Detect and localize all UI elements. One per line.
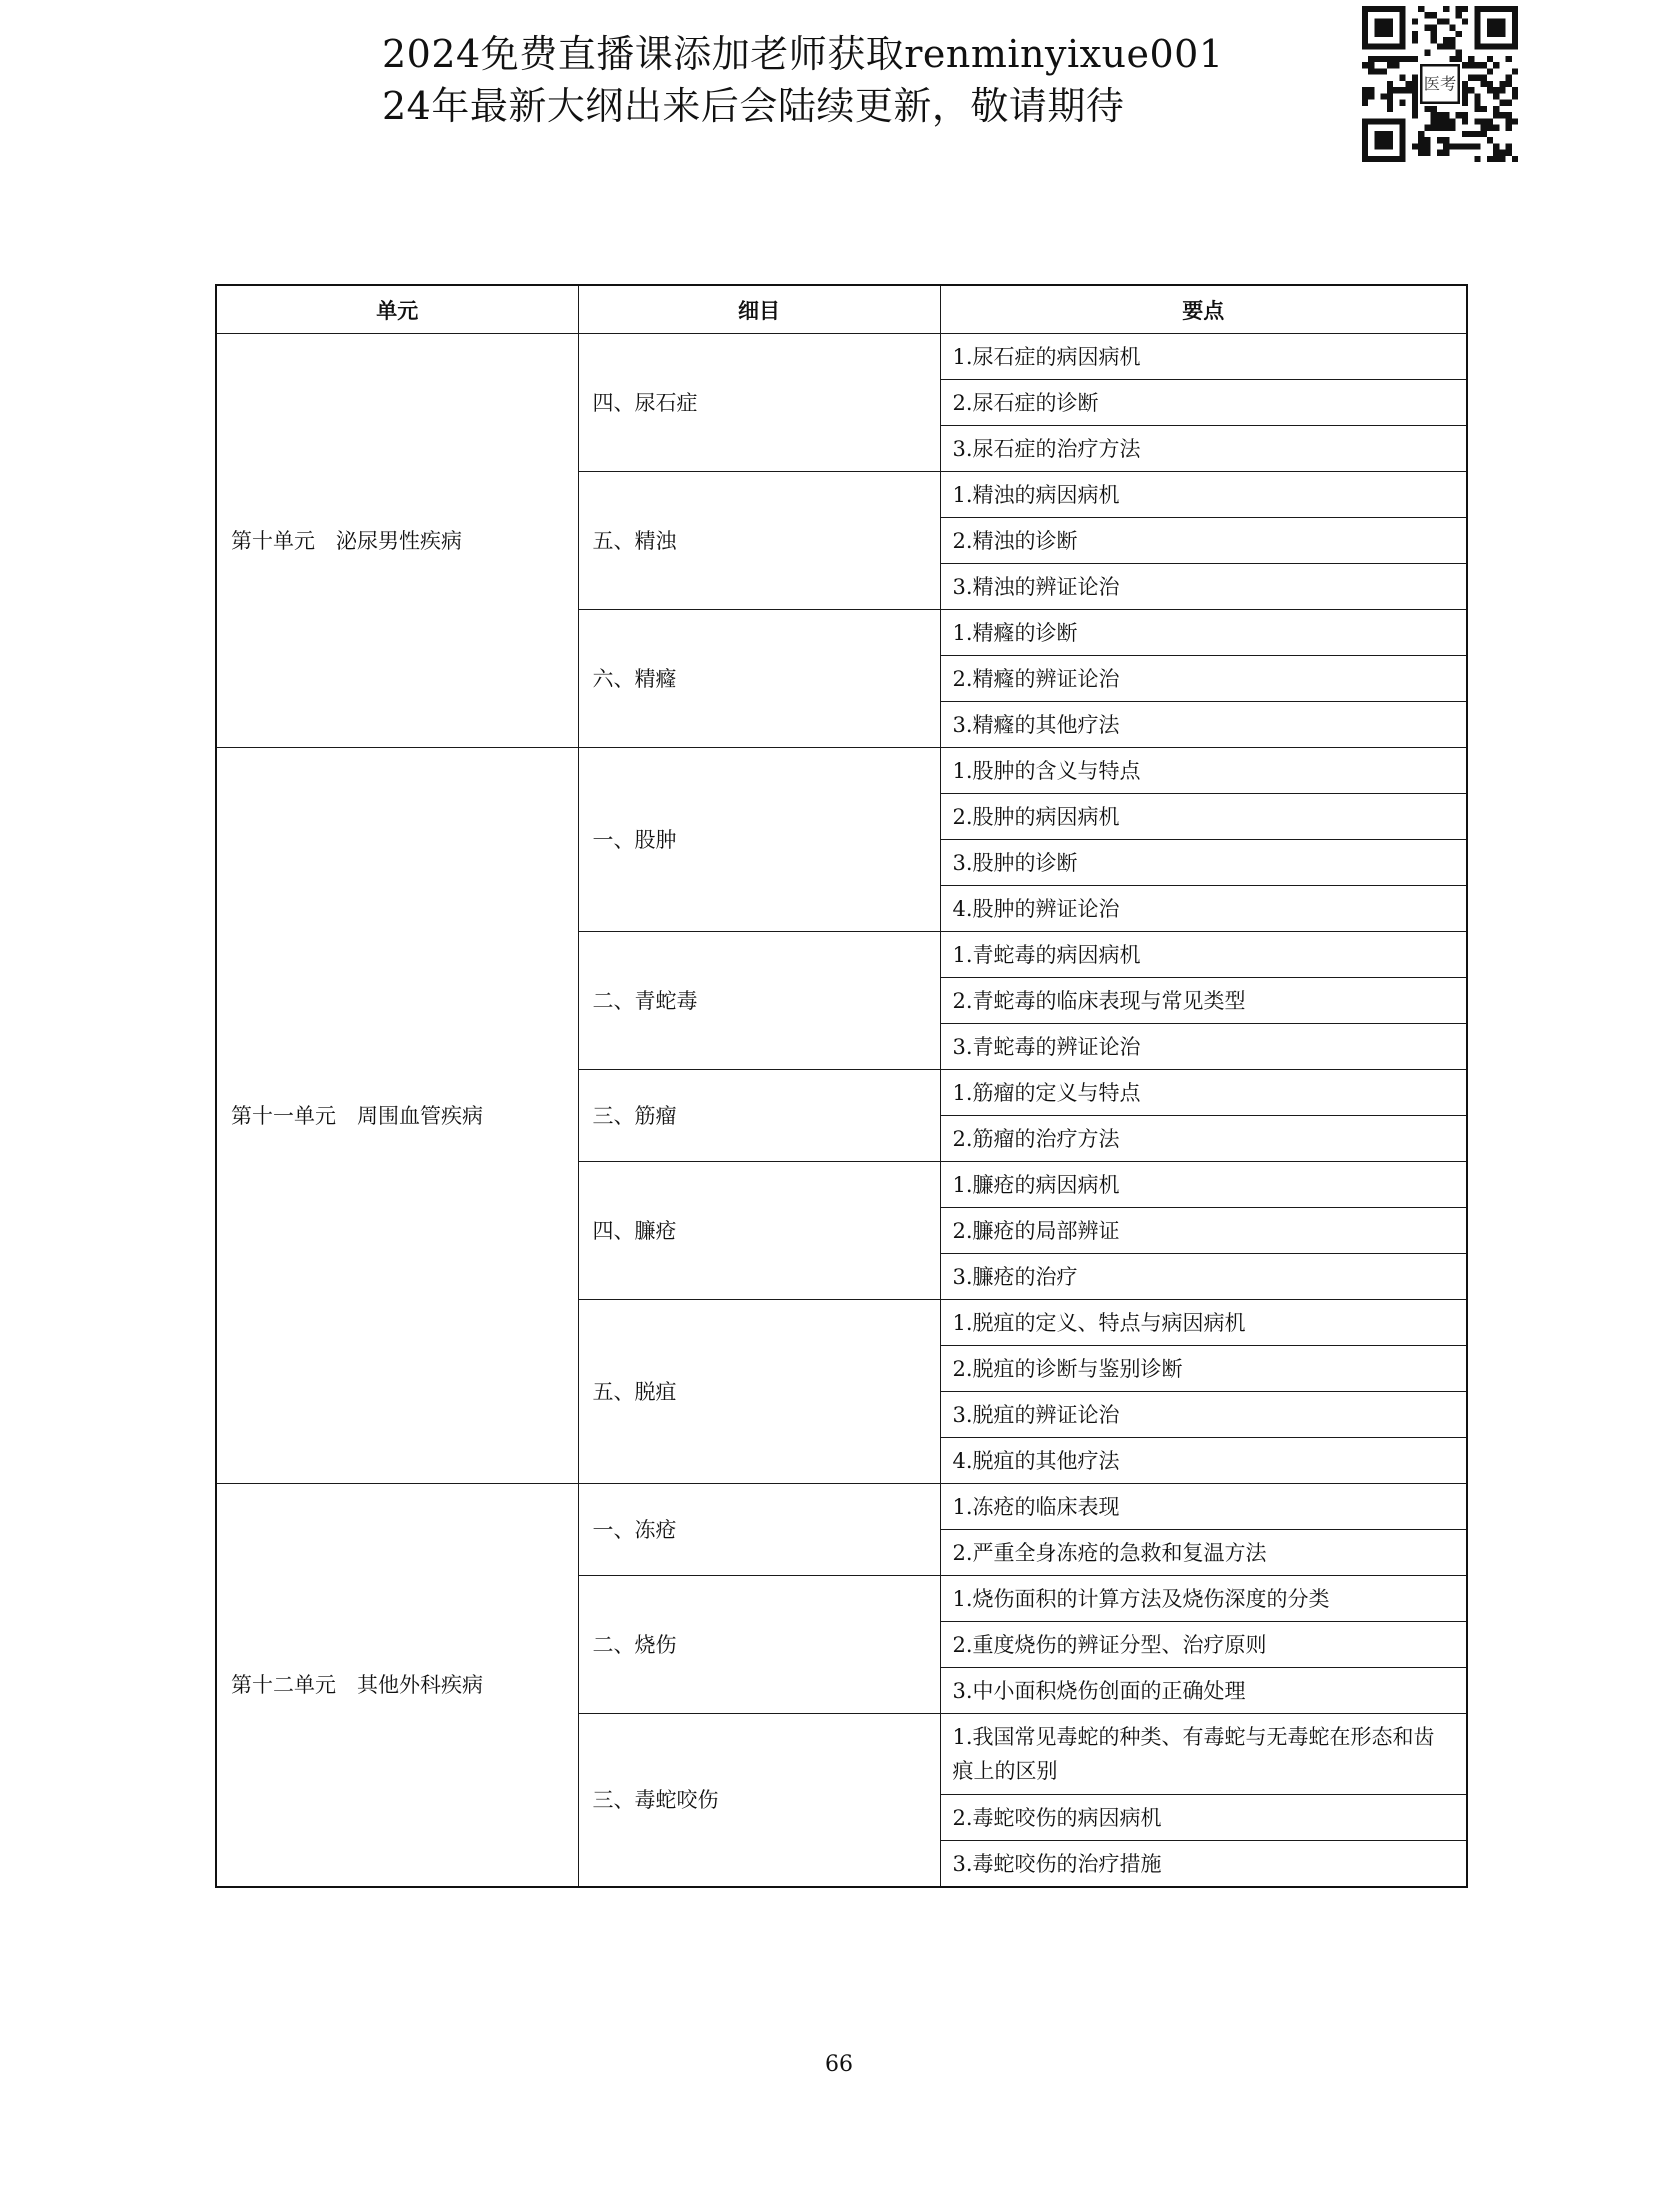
point-cell: 3.中小面积烧伤创面的正确处理 (940, 1668, 1467, 1714)
point-cell: 3.臁疮的治疗 (940, 1254, 1467, 1300)
point-cell: 1.烧伤面积的计算方法及烧伤深度的分类 (940, 1576, 1467, 1622)
point-cell: 1.臁疮的病因病机 (940, 1162, 1467, 1208)
item-cell: 四、臁疮 (578, 1162, 940, 1300)
point-cell: 2.青蛇毒的临床表现与常见类型 (940, 978, 1467, 1024)
point-cell: 3.尿石症的治疗方法 (940, 426, 1467, 472)
header-line-1: 2024免费直播课添加老师获取renminyixue001 (382, 32, 1224, 76)
item-cell: 二、烧伤 (578, 1576, 940, 1714)
item-cell: 五、脱疽 (578, 1300, 940, 1484)
item-cell: 三、筋瘤 (578, 1070, 940, 1162)
item-cell: 五、精浊 (578, 472, 940, 610)
point-cell: 4.股肿的辨证论治 (940, 886, 1467, 932)
unit-cell: 第十二单元 其他外科疾病 (216, 1484, 578, 1888)
point-cell: 2.臁疮的局部辨证 (940, 1208, 1467, 1254)
point-cell: 3.毒蛇咬伤的治疗措施 (940, 1841, 1467, 1888)
point-cell: 2.重度烧伤的辨证分型、治疗原则 (940, 1622, 1467, 1668)
point-cell: 1.脱疽的定义、特点与病因病机 (940, 1300, 1467, 1346)
table-header-row (216, 285, 1467, 334)
point-cell: 1.精癃的诊断 (940, 610, 1467, 656)
point-cell: 1.尿石症的病因病机 (940, 334, 1467, 380)
point-cell: 3.股肿的诊断 (940, 840, 1467, 886)
col-header-point: 要点 (940, 285, 1467, 334)
item-cell: 一、股肿 (578, 748, 940, 932)
point-cell: 2.严重全身冻疮的急救和复温方法 (940, 1530, 1467, 1576)
qr-logo-text: 医考 (1423, 74, 1457, 94)
point-cell: 2.筋瘤的治疗方法 (940, 1116, 1467, 1162)
item-cell: 三、毒蛇咬伤 (578, 1714, 940, 1888)
point-cell: 3.精浊的辨证论治 (940, 564, 1467, 610)
point-cell: 1.冻疮的临床表现 (940, 1484, 1467, 1530)
table-body (216, 334, 1467, 1888)
item-cell: 四、尿石症 (578, 334, 940, 472)
unit-cell: 第十一单元 周围血管疾病 (216, 748, 578, 1484)
table-row (216, 334, 1467, 380)
point-cell: 2.精浊的诊断 (940, 518, 1467, 564)
point-cell: 4.脱疽的其他疗法 (940, 1438, 1467, 1484)
item-cell: 二、青蛇毒 (578, 932, 940, 1070)
point-cell: 3.脱疽的辨证论治 (940, 1392, 1467, 1438)
point-cell: 2.毒蛇咬伤的病因病机 (940, 1795, 1467, 1841)
page-header (382, 28, 1362, 132)
point-cell: 3.精癃的其他疗法 (940, 702, 1467, 748)
point-cell: 2.精癃的辨证论治 (940, 656, 1467, 702)
point-cell: 1.精浊的病因病机 (940, 472, 1467, 518)
point-cell: 1.我国常见毒蛇的种类、有毒蛇与无毒蛇在形态和齿痕上的区别 (940, 1714, 1467, 1795)
point-cell: 2.脱疽的诊断与鉴别诊断 (940, 1346, 1467, 1392)
unit-cell: 第十单元 泌尿男性疾病 (216, 334, 578, 748)
syllabus-table (215, 284, 1468, 1888)
point-cell: 3.青蛇毒的辨证论治 (940, 1024, 1467, 1070)
point-cell: 2.股肿的病因病机 (940, 794, 1467, 840)
item-cell: 六、精癃 (578, 610, 940, 748)
point-cell: 2.尿石症的诊断 (940, 380, 1467, 426)
point-cell: 1.筋瘤的定义与特点 (940, 1070, 1467, 1116)
header-line-2: 24年最新大纲出来后会陆续更新，敬请期待 (382, 84, 1125, 128)
table-row (216, 748, 1467, 794)
qr-code-icon (1362, 6, 1518, 162)
point-cell: 1.股肿的含义与特点 (940, 748, 1467, 794)
col-header-unit: 单元 (216, 285, 578, 334)
page-number: 66 (825, 2052, 853, 2077)
col-header-item: 细目 (578, 285, 940, 334)
point-cell: 1.青蛇毒的病因病机 (940, 932, 1467, 978)
item-cell: 一、冻疮 (578, 1484, 940, 1576)
table-row (216, 1484, 1467, 1530)
